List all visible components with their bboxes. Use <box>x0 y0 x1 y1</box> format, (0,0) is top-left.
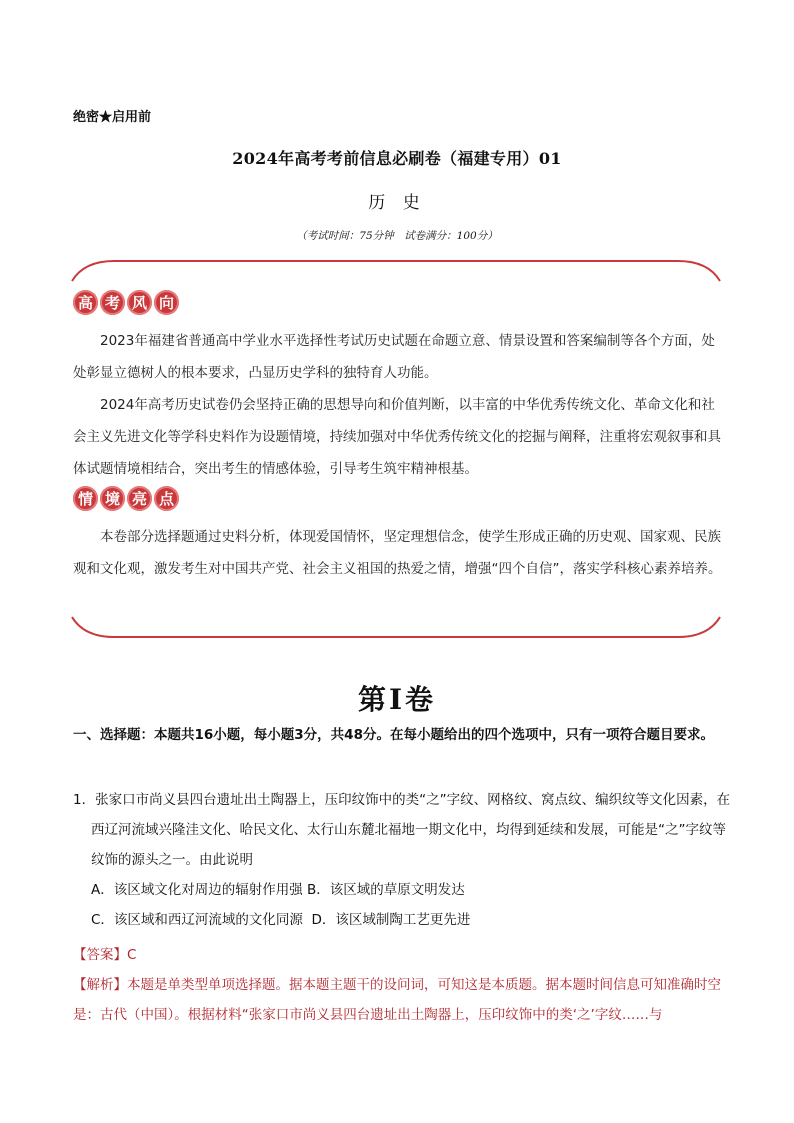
tag-char: 情 <box>73 486 98 511</box>
option-d: D．该区域制陶工艺更先进 <box>311 912 471 928</box>
tag-char: 高 <box>73 290 98 315</box>
analysis: 【解析】本题是单类型单项选择题。据本题主题干的设问词，可知这是本质题。据本题时间信息可知准确时空是：古代（中国）。根据材料“张家口市尚义县四台遗址出土陶器上，压印纹饰中的类‘之’字纹……与 <box>73 977 721 1023</box>
option-row <box>73 875 733 905</box>
option-b: B．该区域的草原文明发达 <box>307 882 465 898</box>
exam-info: （考试时间：75分钟 试卷满分：100分） <box>296 230 498 242</box>
tag-char: 向 <box>154 290 179 315</box>
exam-title: 2024年高考考前信息必刷卷（福建专用）01 <box>232 149 562 168</box>
question-1 <box>73 785 733 935</box>
option-c: C．该区域和西辽河流域的文化同源 <box>91 912 303 928</box>
option-row <box>73 905 733 935</box>
tag-char: 考 <box>100 290 125 315</box>
tag-char: 风 <box>127 290 152 315</box>
tag-char: 亮 <box>127 486 152 511</box>
subject-title: 历 史 <box>368 193 426 213</box>
section-instructions: 一、选择题：本题共16小题，每小题3分，共48分。在每小题给出的四个选项中，只有一项符合题目要求。 <box>73 727 714 743</box>
option-a: A．该区域文化对周边的辐射作用强 <box>91 882 303 898</box>
question-stem: 1．张家口市尚义县四台遗址出土陶器上，压印纹饰中的类“之”字纹、网格纹、窝点纹、编织纹等文化因素，在西辽河流域兴隆洼文化、哈民文化、太行山东麓北福地一期文化中，均得到延续和发展，可能是“之”字纹等纹饰的源头之一。由此说明 <box>73 792 731 868</box>
tag-char: 点 <box>154 486 179 511</box>
tag-exam-trend <box>73 290 179 317</box>
confidential-label: 绝密★启用前 <box>73 110 152 125</box>
intro-paragraph-2: 2024年高考历史试卷仍会坚持正确的思想导向和价值判断，以丰富的中华优秀传统文化、革命文化和社会主义先进文化等学科史料作为设题情境，持续加强对中华优秀传统文化的挖掘与阐释，注重将宏观叙事和具体试题情境相结合，突出考生的情感体验，引导考生筑牢精神根基。 <box>73 397 721 477</box>
highlights-paragraph: 本卷部分选择题通过史料分析，体现爱国情怀，坚定理想信念，使学生形成正确的历史观、国家观、民族观和文化观，激发考生对中国共产党、社会主义祖国的热爱之情，增强“四个自信”，落实学科核心素养培养。 <box>73 529 722 577</box>
answer: 【答案】C <box>73 947 137 963</box>
tag-char: 境 <box>100 486 125 511</box>
tag-highlights <box>73 486 179 513</box>
section-title: 第I卷 <box>357 683 437 716</box>
intro-paragraph-1: 2023年福建省普通高中学业水平选择性考试历史试题在命题立意、情景设置和答案编制等各个方面，处处彰显立德树人的根本要求，凸显历史学科的独特育人功能。 <box>73 333 715 381</box>
